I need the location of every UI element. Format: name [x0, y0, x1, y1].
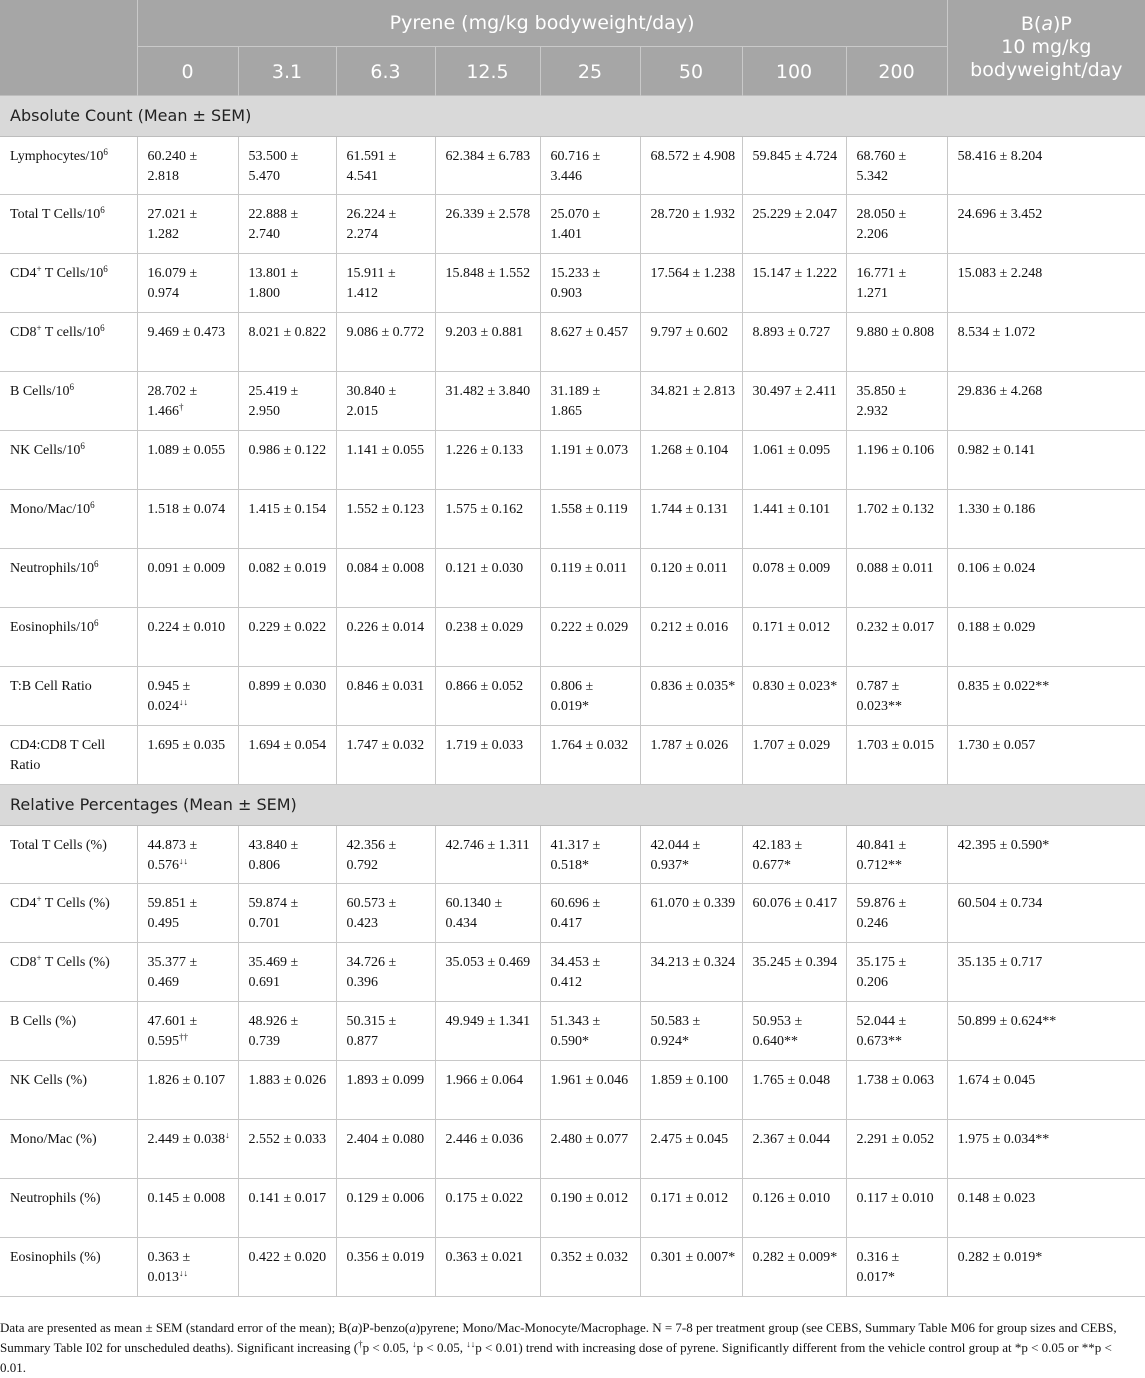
data-cell: 42.183 ± 0.677* — [742, 825, 846, 883]
data-cell: 0.352 ± 0.032 — [540, 1237, 640, 1296]
row-label: Lymphocytes/$10^6$ — [0, 136, 137, 194]
data-cell: 1.415 ± 0.154 — [238, 489, 336, 548]
data-cell: 0.356 ± 0.019 — [336, 1237, 435, 1296]
data-cell: 68.760 ± 5.342 — [846, 136, 947, 194]
data-cell: 0.145 ± 0.008 — [137, 1178, 238, 1237]
data-cell: 35.053 ± 0.469 — [435, 942, 540, 1001]
data-cell: 34.453 ± 0.412 — [540, 942, 640, 1001]
data-cell: 50.953 ± 0.640** — [742, 1001, 846, 1060]
row-label: Mono/Mac (%) — [0, 1119, 137, 1178]
data-cell: 0.171 ± 0.012 — [742, 607, 846, 666]
data-cell: 1.196 ± 0.106 — [846, 430, 947, 489]
data-cell: 59.874 ± 0.701 — [238, 883, 336, 942]
row-label: Eosinophils (%) — [0, 1237, 137, 1296]
data-cell: 15.848 ± 1.552 — [435, 253, 540, 312]
row-label: B Cells (%) — [0, 1001, 137, 1060]
row-label: CD4+ T Cells (%) — [0, 883, 137, 942]
data-cell: 1.702 ± 0.132 — [846, 489, 947, 548]
data-cell: 60.240 ± 2.818 — [137, 136, 238, 194]
dose-header: 3.1 — [238, 46, 336, 95]
data-cell: 52.044 ± 0.673** — [846, 1001, 947, 1060]
data-cell: 0.899 ± 0.030 — [238, 666, 336, 725]
data-cell: 31.189 ± 1.865 — [540, 371, 640, 430]
data-cell: 0.078 ± 0.009 — [742, 548, 846, 607]
data-cell: 60.716 ± 3.446 — [540, 136, 640, 194]
data-cell: 0.229 ± 0.022 — [238, 607, 336, 666]
data-cell: 1.859 ± 0.100 — [640, 1060, 742, 1119]
data-cell: 1.893 ± 0.099 — [336, 1060, 435, 1119]
data-cell: 1.330 ± 0.186 — [947, 489, 1145, 548]
data-cell: 28.702 ± 1.466† — [137, 371, 238, 430]
data-cell: 1.883 ± 0.026 — [238, 1060, 336, 1119]
dose-header: 100 — [742, 46, 846, 95]
data-cell: 44.873 ± 0.576↓↓ — [137, 825, 238, 883]
pyrene-group-header: Pyrene (mg/kg bodyweight/day) — [137, 0, 947, 46]
data-cell: 0.363 ± 0.013↓↓ — [137, 1237, 238, 1296]
dose-header: 50 — [640, 46, 742, 95]
data-cell: 15.083 ± 2.248 — [947, 253, 1145, 312]
data-cell: 25.229 ± 2.047 — [742, 194, 846, 253]
data-cell: 0.835 ± 0.022** — [947, 666, 1145, 725]
data-cell: 0.148 ± 0.023 — [947, 1178, 1145, 1237]
table-row — [0, 1237, 1145, 1296]
data-cell: 42.746 ± 1.311 — [435, 825, 540, 883]
data-cell: 0.830 ± 0.023* — [742, 666, 846, 725]
data-cell: 9.880 ± 0.808 — [846, 312, 947, 371]
data-cell: 1.961 ± 0.046 — [540, 1060, 640, 1119]
data-cell: 35.245 ± 0.394 — [742, 942, 846, 1001]
data-cell: 0.986 ± 0.122 — [238, 430, 336, 489]
data-cell: 2.291 ± 0.052 — [846, 1119, 947, 1178]
data-cell: 0.091 ± 0.009 — [137, 548, 238, 607]
data-cell: 0.422 ± 0.020 — [238, 1237, 336, 1296]
table-row — [0, 825, 1145, 883]
table-row — [0, 371, 1145, 430]
row-label: CD8+ T cells/$10^6$ — [0, 312, 137, 371]
table-footnote: Data are presented as mean ± SEM (standard error of the mean); B(a)P-benzo(a)pyrene; Mono/Mac-Monocyte/Macrophage. N = 7-8 per treatment group (see CEBS, Summary Table M06 for group sizes and CEBS, Summary Table I02 for unscheduled deaths). Significant increasing (†p < 0.05, ↓p < 0.05, ↓↓p < 0.01) trend with increasing dose of pyrene. Significantly different from the vehicle control group at *p < 0.05 or **p < 0.01. — [0, 1320, 1117, 1375]
data-cell: 42.356 ± 0.792 — [336, 825, 435, 883]
data-cell: 35.850 ± 2.932 — [846, 371, 947, 430]
data-cell: 34.726 ± 0.396 — [336, 942, 435, 1001]
data-cell: 1.226 ± 0.133 — [435, 430, 540, 489]
data-cell: 53.500 ± 5.470 — [238, 136, 336, 194]
dose-header: 12.5 — [435, 46, 540, 95]
data-cell: 28.720 ± 1.932 — [640, 194, 742, 253]
row-label: T:B Cell Ratio — [0, 666, 137, 725]
data-cell: 1.719 ± 0.033 — [435, 725, 540, 784]
dose-header: 200 — [846, 46, 947, 95]
data-cell: 48.926 ± 0.739 — [238, 1001, 336, 1060]
data-cell: 1.695 ± 0.035 — [137, 725, 238, 784]
table-row — [0, 666, 1145, 725]
data-cell: 0.363 ± 0.021 — [435, 1237, 540, 1296]
data-cell: 0.082 ± 0.019 — [238, 548, 336, 607]
data-cell: 2.552 ± 0.033 — [238, 1119, 336, 1178]
data-cell: 1.061 ± 0.095 — [742, 430, 846, 489]
data-cell: 58.416 ± 8.204 — [947, 136, 1145, 194]
data-cell: 0.129 ± 0.006 — [336, 1178, 435, 1237]
data-cell: 42.395 ± 0.590* — [947, 825, 1145, 883]
table-row — [0, 1178, 1145, 1237]
data-cell: 2.480 ± 0.077 — [540, 1119, 640, 1178]
data-cell: 1.441 ± 0.101 — [742, 489, 846, 548]
data-cell: 0.846 ± 0.031 — [336, 666, 435, 725]
data-cell: 0.232 ± 0.017 — [846, 607, 947, 666]
data-cell: 34.821 ± 2.813 — [640, 371, 742, 430]
table-header — [0, 0, 1145, 95]
data-cell: 0.945 ± 0.024↓↓ — [137, 666, 238, 725]
data-cell: 1.747 ± 0.032 — [336, 725, 435, 784]
data-cell: 35.469 ± 0.691 — [238, 942, 336, 1001]
data-cell: 1.703 ± 0.015 — [846, 725, 947, 784]
data-cell: 1.518 ± 0.074 — [137, 489, 238, 548]
data-cell: 0.222 ± 0.029 — [540, 607, 640, 666]
data-cell: 47.601 ± 0.595†† — [137, 1001, 238, 1060]
table-row — [0, 1001, 1145, 1060]
data-cell: 50.315 ± 0.877 — [336, 1001, 435, 1060]
data-cell: 26.339 ± 2.578 — [435, 194, 540, 253]
table-row — [0, 312, 1145, 371]
data-cell: 60.573 ± 0.423 — [336, 883, 435, 942]
data-cell: 0.316 ± 0.017* — [846, 1237, 947, 1296]
data-cell: 35.135 ± 0.717 — [947, 942, 1145, 1001]
data-cell: 9.797 ± 0.602 — [640, 312, 742, 371]
data-cell: 43.840 ± 0.806 — [238, 825, 336, 883]
data-cell: 22.888 ± 2.740 — [238, 194, 336, 253]
row-label: NK Cells (%) — [0, 1060, 137, 1119]
table-row — [0, 1119, 1145, 1178]
data-cell: 1.707 ± 0.029 — [742, 725, 846, 784]
data-cell: 1.966 ± 0.064 — [435, 1060, 540, 1119]
data-cell: 2.367 ± 0.044 — [742, 1119, 846, 1178]
data-cell: 25.419 ± 2.950 — [238, 371, 336, 430]
data-cell: 8.021 ± 0.822 — [238, 312, 336, 371]
data-cell: 0.787 ± 0.023** — [846, 666, 947, 725]
dose-header: 25 — [540, 46, 640, 95]
data-cell: 50.899 ± 0.624** — [947, 1001, 1145, 1060]
data-cell: 17.564 ± 1.238 — [640, 253, 742, 312]
data-cell: 1.552 ± 0.123 — [336, 489, 435, 548]
data-cell: 0.084 ± 0.008 — [336, 548, 435, 607]
table-row — [0, 725, 1145, 784]
data-cell: 0.282 ± 0.019* — [947, 1237, 1145, 1296]
table-row — [0, 489, 1145, 548]
data-cell: 1.141 ± 0.055 — [336, 430, 435, 489]
data-cell: 62.384 ± 6.783 — [435, 136, 540, 194]
data-cell: 0.171 ± 0.012 — [640, 1178, 742, 1237]
data-cell: 13.801 ± 1.800 — [238, 253, 336, 312]
data-cell: 42.044 ± 0.937* — [640, 825, 742, 883]
row-label: Eosinophils/$10^6$ — [0, 607, 137, 666]
data-cell: 1.787 ± 0.026 — [640, 725, 742, 784]
data-cell: 40.841 ± 0.712** — [846, 825, 947, 883]
data-cell: 0.126 ± 0.010 — [742, 1178, 846, 1237]
table-row — [0, 253, 1145, 312]
data-cell: 0.119 ± 0.011 — [540, 548, 640, 607]
data-cell: 0.836 ± 0.035* — [640, 666, 742, 725]
data-cell: 2.404 ± 0.080 — [336, 1119, 435, 1178]
data-cell: 0.188 ± 0.029 — [947, 607, 1145, 666]
data-cell: 60.1340 ± 0.434 — [435, 883, 540, 942]
data-cell: 51.343 ± 0.590* — [540, 1001, 640, 1060]
data-cell: 1.744 ± 0.131 — [640, 489, 742, 548]
header-corner — [0, 0, 137, 95]
data-cell: 0.866 ± 0.052 — [435, 666, 540, 725]
data-cell: 0.226 ± 0.014 — [336, 607, 435, 666]
data-cell: 61.591 ± 4.541 — [336, 136, 435, 194]
section-title: Relative Percentages (Mean ± SEM) — [0, 784, 1145, 825]
table-row — [0, 136, 1145, 194]
data-cell: 2.449 ± 0.038↓ — [137, 1119, 238, 1178]
data-cell: 50.583 ± 0.924* — [640, 1001, 742, 1060]
row-label: Mono/$Mac/10^6$ — [0, 489, 137, 548]
data-cell: 0.224 ± 0.010 — [137, 607, 238, 666]
data-cell: 1.558 ± 0.119 — [540, 489, 640, 548]
table-row — [0, 942, 1145, 1001]
data-cell: 9.086 ± 0.772 — [336, 312, 435, 371]
data-cell: 1.268 ± 0.104 — [640, 430, 742, 489]
data-cell: 1.674 ± 0.045 — [947, 1060, 1145, 1119]
data-cell: 0.141 ± 0.017 — [238, 1178, 336, 1237]
data-cell: 0.301 ± 0.007* — [640, 1237, 742, 1296]
data-cell: 2.475 ± 0.045 — [640, 1119, 742, 1178]
data-cell: 30.497 ± 2.411 — [742, 371, 846, 430]
row-label: CD4:CD8 T Cell Ratio — [0, 725, 137, 784]
data-cell: 1.694 ± 0.054 — [238, 725, 336, 784]
row-label: B Cells/$10^6$ — [0, 371, 137, 430]
data-cell: 0.088 ± 0.011 — [846, 548, 947, 607]
data-cell: 60.504 ± 0.734 — [947, 883, 1145, 942]
row-label: CD8+ T Cells (%) — [0, 942, 137, 1001]
row-label: Neutrophils (%) — [0, 1178, 137, 1237]
data-cell: 35.377 ± 0.469 — [137, 942, 238, 1001]
data-cell: 0.190 ± 0.012 — [540, 1178, 640, 1237]
data-cell: 59.851 ± 0.495 — [137, 883, 238, 942]
data-cell: 59.845 ± 4.724 — [742, 136, 846, 194]
row-label: CD4+ T Cells/$10^6$ — [0, 253, 137, 312]
data-cell: 15.233 ± 0.903 — [540, 253, 640, 312]
data-cell: 0.238 ± 0.029 — [435, 607, 540, 666]
data-cell: 49.949 ± 1.341 — [435, 1001, 540, 1060]
data-cell: 59.876 ± 0.246 — [846, 883, 947, 942]
data-cell: 34.213 ± 0.324 — [640, 942, 742, 1001]
data-cell: 31.482 ± 3.840 — [435, 371, 540, 430]
data-cell: 16.079 ± 0.974 — [137, 253, 238, 312]
dose-header: 0 — [137, 46, 238, 95]
data-cell: 1.738 ± 0.063 — [846, 1060, 947, 1119]
section-title: Absolute Count (Mean ± SEM) — [0, 95, 1145, 136]
data-cell: 25.070 ± 1.401 — [540, 194, 640, 253]
data-cell: 9.203 ± 0.881 — [435, 312, 540, 371]
data-cell: 26.224 ± 2.274 — [336, 194, 435, 253]
data-cell: 1.975 ± 0.034** — [947, 1119, 1145, 1178]
data-cell: 0.120 ± 0.011 — [640, 548, 742, 607]
bap-header: B(a)P 10 mg/kg bodyweight/day — [947, 0, 1145, 95]
data-cell: 1.764 ± 0.032 — [540, 725, 640, 784]
data-cell: 1.826 ± 0.107 — [137, 1060, 238, 1119]
data-cell: 9.469 ± 0.473 — [137, 312, 238, 371]
data-cell: 16.771 ± 1.271 — [846, 253, 947, 312]
row-label: Total T Cells/$10^6$ — [0, 194, 137, 253]
data-cell: 8.534 ± 1.072 — [947, 312, 1145, 371]
data-cell: 1.730 ± 0.057 — [947, 725, 1145, 784]
data-cell: 0.982 ± 0.141 — [947, 430, 1145, 489]
data-cell: 61.070 ± 0.339 — [640, 883, 742, 942]
data-cell: 0.175 ± 0.022 — [435, 1178, 540, 1237]
data-cell: 0.806 ± 0.019* — [540, 666, 640, 725]
table-row — [0, 1060, 1145, 1119]
table-body — [0, 95, 1145, 1296]
data-cell: 1.765 ± 0.048 — [742, 1060, 846, 1119]
data-cell: 0.106 ± 0.024 — [947, 548, 1145, 607]
data-cell: 1.089 ± 0.055 — [137, 430, 238, 489]
table-row — [0, 883, 1145, 942]
data-cell: 41.317 ± 0.518* — [540, 825, 640, 883]
section-header-row — [0, 95, 1145, 136]
table-row — [0, 430, 1145, 489]
data-cell: 68.572 ± 4.908 — [640, 136, 742, 194]
data-cell: 8.627 ± 0.457 — [540, 312, 640, 371]
data-cell: 35.175 ± 0.206 — [846, 942, 947, 1001]
row-label: Neutrophils/$10^6$ — [0, 548, 137, 607]
data-cell: 1.575 ± 0.162 — [435, 489, 540, 548]
row-label: Total T Cells (%) — [0, 825, 137, 883]
data-cell: 0.121 ± 0.030 — [435, 548, 540, 607]
data-cell: 15.911 ± 1.412 — [336, 253, 435, 312]
data-cell: 0.282 ± 0.009* — [742, 1237, 846, 1296]
data-cell: 24.696 ± 3.452 — [947, 194, 1145, 253]
table-row — [0, 607, 1145, 666]
data-cell: 1.191 ± 0.073 — [540, 430, 640, 489]
row-label: NK Cells/$10^6$ — [0, 430, 137, 489]
table-row — [0, 194, 1145, 253]
data-cell: 2.446 ± 0.036 — [435, 1119, 540, 1178]
data-cell: 27.021 ± 1.282 — [137, 194, 238, 253]
data-cell: 8.893 ± 0.727 — [742, 312, 846, 371]
section-header-row — [0, 784, 1145, 825]
table-row — [0, 548, 1145, 607]
data-cell: 15.147 ± 1.222 — [742, 253, 846, 312]
data-cell: 28.050 ± 2.206 — [846, 194, 947, 253]
data-cell: 29.836 ± 4.268 — [947, 371, 1145, 430]
data-cell: 60.076 ± 0.417 — [742, 883, 846, 942]
dose-header: 6.3 — [336, 46, 435, 95]
data-cell: 30.840 ± 2.015 — [336, 371, 435, 430]
data-cell: 0.117 ± 0.010 — [846, 1178, 947, 1237]
data-cell: 0.212 ± 0.016 — [640, 607, 742, 666]
data-cell: 60.696 ± 0.417 — [540, 883, 640, 942]
